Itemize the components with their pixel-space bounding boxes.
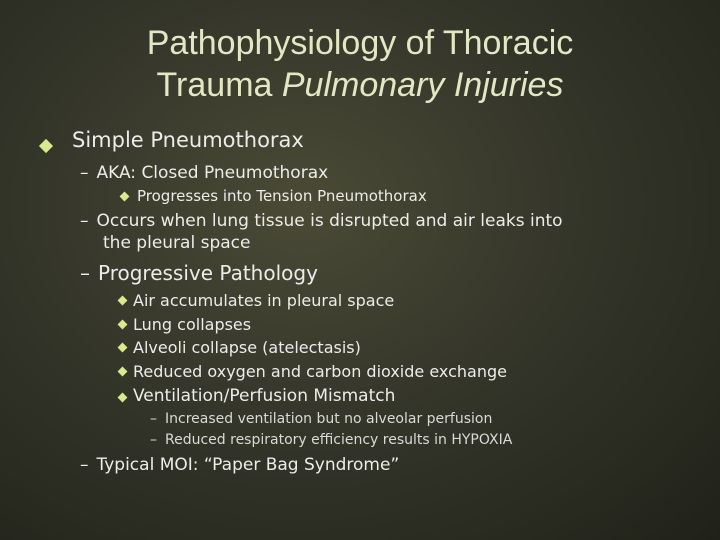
dash-marker: – <box>80 211 89 231</box>
diamond-bullet-icon <box>118 393 128 403</box>
diamond-bullet-icon <box>118 367 128 377</box>
pathology-item-vq: Ventilation/Perfusion Mismatch <box>133 386 396 406</box>
vq-subitem-text: Reduced respiratory efficiency results in HYPOXIA <box>165 432 513 448</box>
sub-item-aka <box>80 163 328 183</box>
pathology-item: Alveoli collapse (atelectasis) <box>133 338 361 357</box>
diamond-bullet-icon <box>39 139 53 153</box>
vq-subitem-text: Increased ventilation but no alveolar perfusion <box>165 411 493 427</box>
title-line-1: Pathophysiology of Thoracic <box>146 24 574 62</box>
aka-bullet-text: Progresses into Tension Pneumothorax <box>137 187 427 205</box>
sub-item-occurs <box>80 211 563 231</box>
dash-marker: – <box>80 163 89 183</box>
sub-item-progressive-text: Progressive Pathology <box>98 261 318 285</box>
title-line-2-italic: Pulmonary Injuries <box>281 66 564 104</box>
diamond-bullet-icon <box>118 296 128 306</box>
sub-item-aka-text: AKA: Closed Pneumothorax <box>96 163 329 183</box>
dash-marker: – <box>80 261 90 285</box>
dash-marker: – <box>150 411 157 427</box>
sub-item-progressive <box>80 261 318 285</box>
pathology-item: Air accumulates in pleural space <box>133 291 395 310</box>
sub-item-moi-text: Typical MOI: “Paper Bag Syndrome” <box>96 455 400 475</box>
pathology-item: Reduced oxygen and carbon dioxide exchange <box>133 362 507 381</box>
sub-item-occurs-line2: the pleural space <box>103 233 251 253</box>
sub-item-occurs-line1: Occurs when lung tissue is disrupted and air leaks into <box>96 211 563 231</box>
vq-subitem <box>150 411 492 427</box>
diamond-bullet-icon <box>118 320 128 330</box>
dash-marker: – <box>80 455 89 475</box>
diamond-bullet-icon <box>120 192 130 202</box>
pathology-item: Lung collapses <box>133 315 252 334</box>
main-bullet-text: Simple Pneumothorax <box>72 128 304 152</box>
title-line-2-normal: Trauma <box>156 66 282 104</box>
dash-marker: – <box>150 432 157 448</box>
vq-subitem <box>150 432 512 448</box>
sub-item-moi <box>80 455 399 475</box>
diamond-bullet-icon <box>118 343 128 353</box>
